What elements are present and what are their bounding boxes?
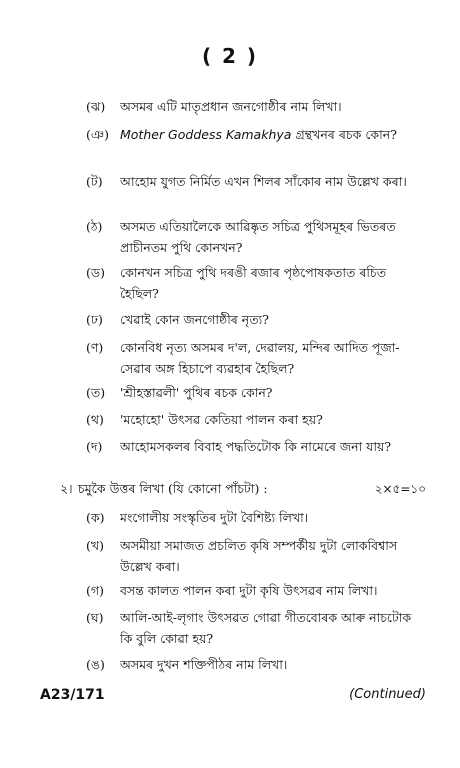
question-item [86,654,426,675]
question-text: 'শ্ৰীহস্তাৱলী' পুথিৰ ৰচক কোন? [120,385,273,400]
paper-code: A23/171 [40,687,105,703]
section-marks: ২×৫=১০ [374,482,426,496]
question-label: (ণ) [86,340,104,355]
question-label: (দ) [86,439,103,454]
question-item [86,96,426,117]
question-item [86,216,426,258]
question-text-rest: গ্ৰন্থখনৰ ৰচক কোন? [291,127,397,142]
section-number: ২। [60,481,73,496]
question-text: অসমৰ এটি মাতৃপ্ৰধান জনগোষ্ঠীৰ নাম লিখা। [120,99,342,114]
question-item [86,262,426,304]
question-text: কোনখন সচিত্ৰ পুথি দৰঙী ৰজাৰ পৃষ্ঠপোষকতাত ৰচিত হৈছিল? [120,265,387,301]
question-label: (ঙ) [86,657,105,672]
question-text: আহোম যুগত নিৰ্মিত এখন শিলৰ সাঁকোৰ নাম উল্লেখ কৰা। [120,174,407,189]
question-text: অসমৰ দুখন শক্তিপীঠৰ নাম লিখা। [120,657,288,672]
question-label: (ট) [86,174,103,189]
question-label: (ঝ) [86,99,106,114]
page-number: ( 2 ) [201,44,259,68]
question-label: (ঢ) [86,312,103,327]
question-label: (ঘ) [86,610,104,625]
question-item [86,382,426,403]
question-text: খেৱাই কোন জনগোষ্ঠীৰ নৃত্য? [120,312,269,327]
question-label: (ড) [86,265,105,280]
continued-note: (Continued) [349,687,426,702]
question-label: (থ) [86,412,104,427]
question-text: বসন্ত কালত পালন কৰা দুটা কৃষি উৎসৱৰ নাম লিখা। [120,583,378,598]
question-text [120,124,426,145]
question-text: কোনবিধ নৃত্য অসমৰ দ'ল, দেৱালয়, মন্দিৰ আদিত পূজা-সেৱাৰ অঙ্গ হিচাপে ব্যৱহাৰ হৈছিল? [120,340,400,376]
question-label: (খ) [86,538,104,553]
question-item [86,436,426,457]
question-item [86,337,426,379]
section-title: চমুকৈ উত্তৰ লিখা (যি কোনো পাঁচটা) : [78,481,268,496]
question-label: (ক) [86,510,105,525]
question-item [86,309,426,330]
question-text: আহোমসকলৰ বিবাহ পদ্ধতিটোক কি নামেৰে জনা যায়? [120,439,392,454]
question-label: (গ) [86,583,104,598]
question-label: (ত) [86,385,106,400]
question-text: অসমীয়া সমাজত প্ৰচলিত কৃষি সম্পৰ্কীয় দুটা লোকবিশ্বাস উল্লেখ কৰা। [120,538,398,574]
question-item [86,409,426,430]
question-item [86,535,426,577]
question-text: 'মহোহো' উৎসৱ কেতিয়া পালন কৰা হয়? [120,412,323,427]
question-text: আলি-আই-লৃগাং উৎসৱত গোৱা গীতবোৰক আৰু নাচটোক কি বুলি কোৱা হয়? [120,610,412,646]
question-item [86,607,426,649]
question-label: (ঠ) [86,219,103,234]
question-text: অসমত এতিয়ালৈকে আৱিষ্কৃত সচিত্ৰ পুথিসমূহৰ ভিতৰত প্ৰাচীনতম পুথি কোনখন? [120,219,396,255]
book-title: Mother Goddess Kamakhya [120,127,292,142]
question-item [86,580,426,601]
question-item [86,507,426,528]
question-text: মংগোলীয় সংস্কৃতিৰ দুটা বৈশিষ্ট্য লিখা। [120,510,309,525]
question-label: (ঞ) [86,127,109,142]
question-item [86,124,426,145]
question-item [86,171,426,192]
